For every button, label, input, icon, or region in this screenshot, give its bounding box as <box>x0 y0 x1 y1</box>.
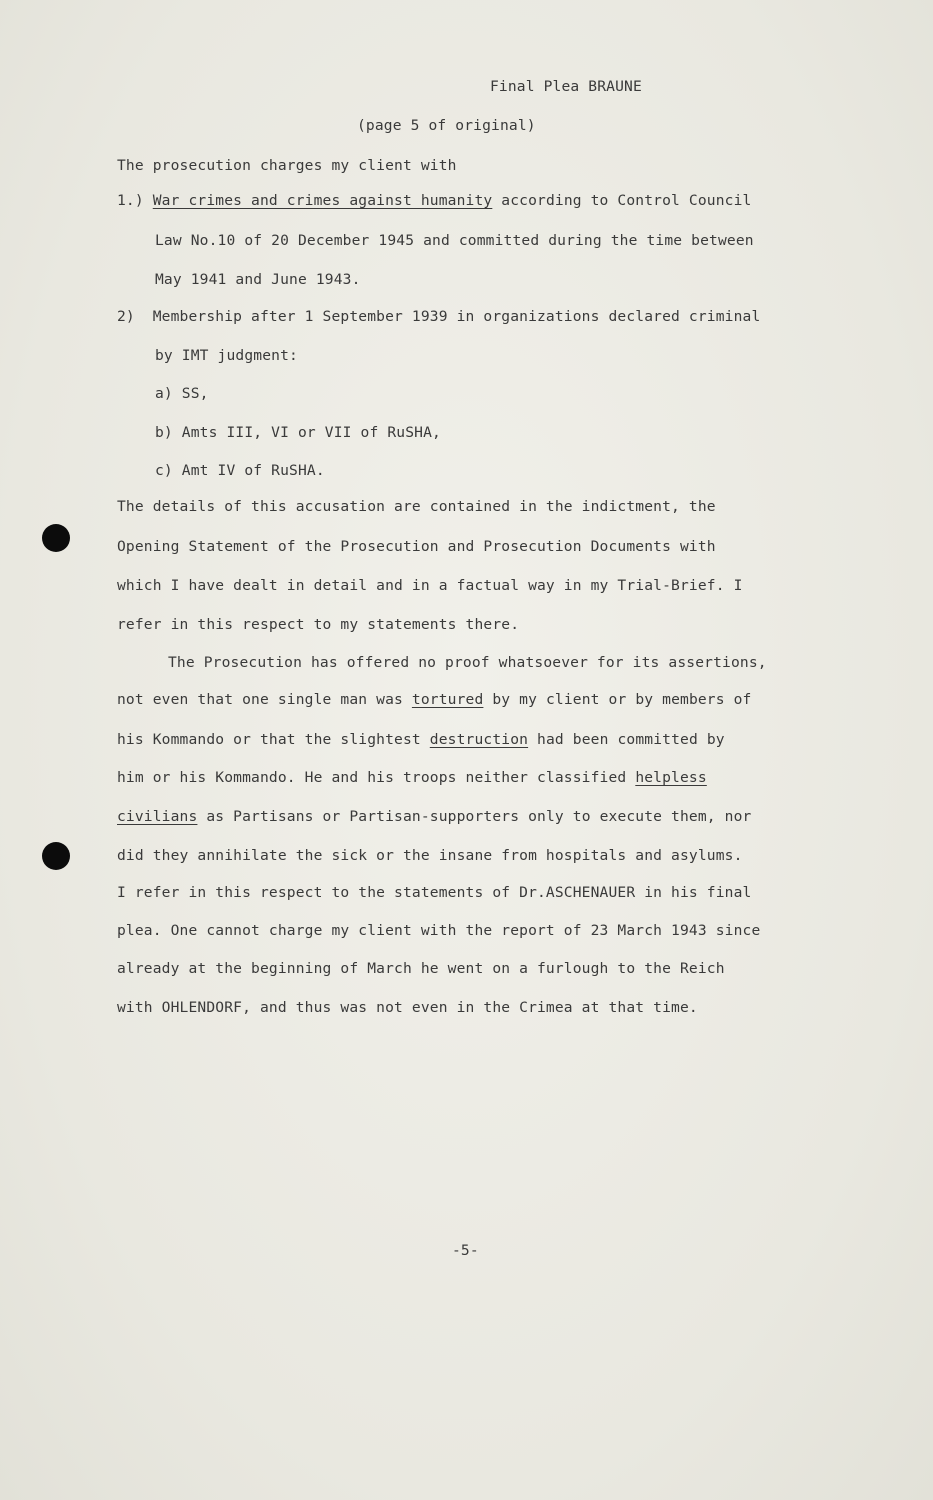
charge-2-item-c: c) Amt IV of RuSHA. <box>155 462 325 479</box>
charge-2-line-1: 2) Membership after 1 September 1939 in organizations declared criminal <box>117 308 761 325</box>
charge-2-line-2: by IMT judgment: <box>155 347 298 364</box>
punch-hole-bottom <box>42 842 70 870</box>
para-2-line-3: his Kommando or that the slightest destruction had been committed by <box>117 731 725 748</box>
para-2-line-8: plea. One cannot charge my client with the report of 23 March 1943 since <box>117 922 761 939</box>
para-2-line-7: I refer in this respect to the statements of Dr.ASCHENAUER in his final <box>117 884 752 901</box>
charge-2-item-b: b) Amts III, VI or VII of RuSHA, <box>155 424 441 441</box>
charge-1-line-3: May 1941 and June 1943. <box>155 271 361 288</box>
punch-hole-top <box>42 524 70 552</box>
para-2-line-6: did they annihilate the sick or the insane from hospitals and asylums. <box>117 847 743 864</box>
para-1-line-1: The details of this accusation are contained in the indictment, the <box>117 498 716 515</box>
charge-1-title: War crimes and crimes against humanity <box>152 192 493 209</box>
para-1-line-2: Opening Statement of the Prosecution and Prosecution Documents with <box>117 538 716 555</box>
document-title: Final Plea BRAUNE <box>490 78 642 95</box>
para-2-line-10: with OHLENDORF, and thus was not even in the Crimea at that time. <box>117 999 698 1016</box>
charge-2-item-a: a) SS, <box>155 385 209 402</box>
intro-line: The prosecution charges my client with <box>117 157 457 174</box>
para-2-line-2: not even that one single man was tortured by my client or by members of <box>117 691 752 708</box>
page-subtitle: (page 5 of original) <box>357 117 536 134</box>
para-2-line-4: him or his Kommando. He and his troops neither classified helpless <box>117 769 707 786</box>
para-2-line-9: already at the beginning of March he went on a furlough to the Reich <box>117 960 725 977</box>
para-2-line-1: The Prosecution has offered no proof whatsoever for its assertions, <box>168 654 767 671</box>
charge-1-line-2: Law No.10 of 20 December 1945 and committed during the time between <box>155 232 754 249</box>
para-1-line-3: which I have dealt in detail and in a factual way in my Trial-Brief. I <box>117 577 743 594</box>
charge-1-line-1: 1.) War crimes and crimes against humanity according to Control Council <box>117 192 752 209</box>
page-number: -5- <box>452 1242 479 1259</box>
para-2-line-5: civilians as Partisans or Partisan-supporters only to execute them, nor <box>117 808 752 825</box>
para-1-line-4: refer in this respect to my statements there. <box>117 616 520 633</box>
